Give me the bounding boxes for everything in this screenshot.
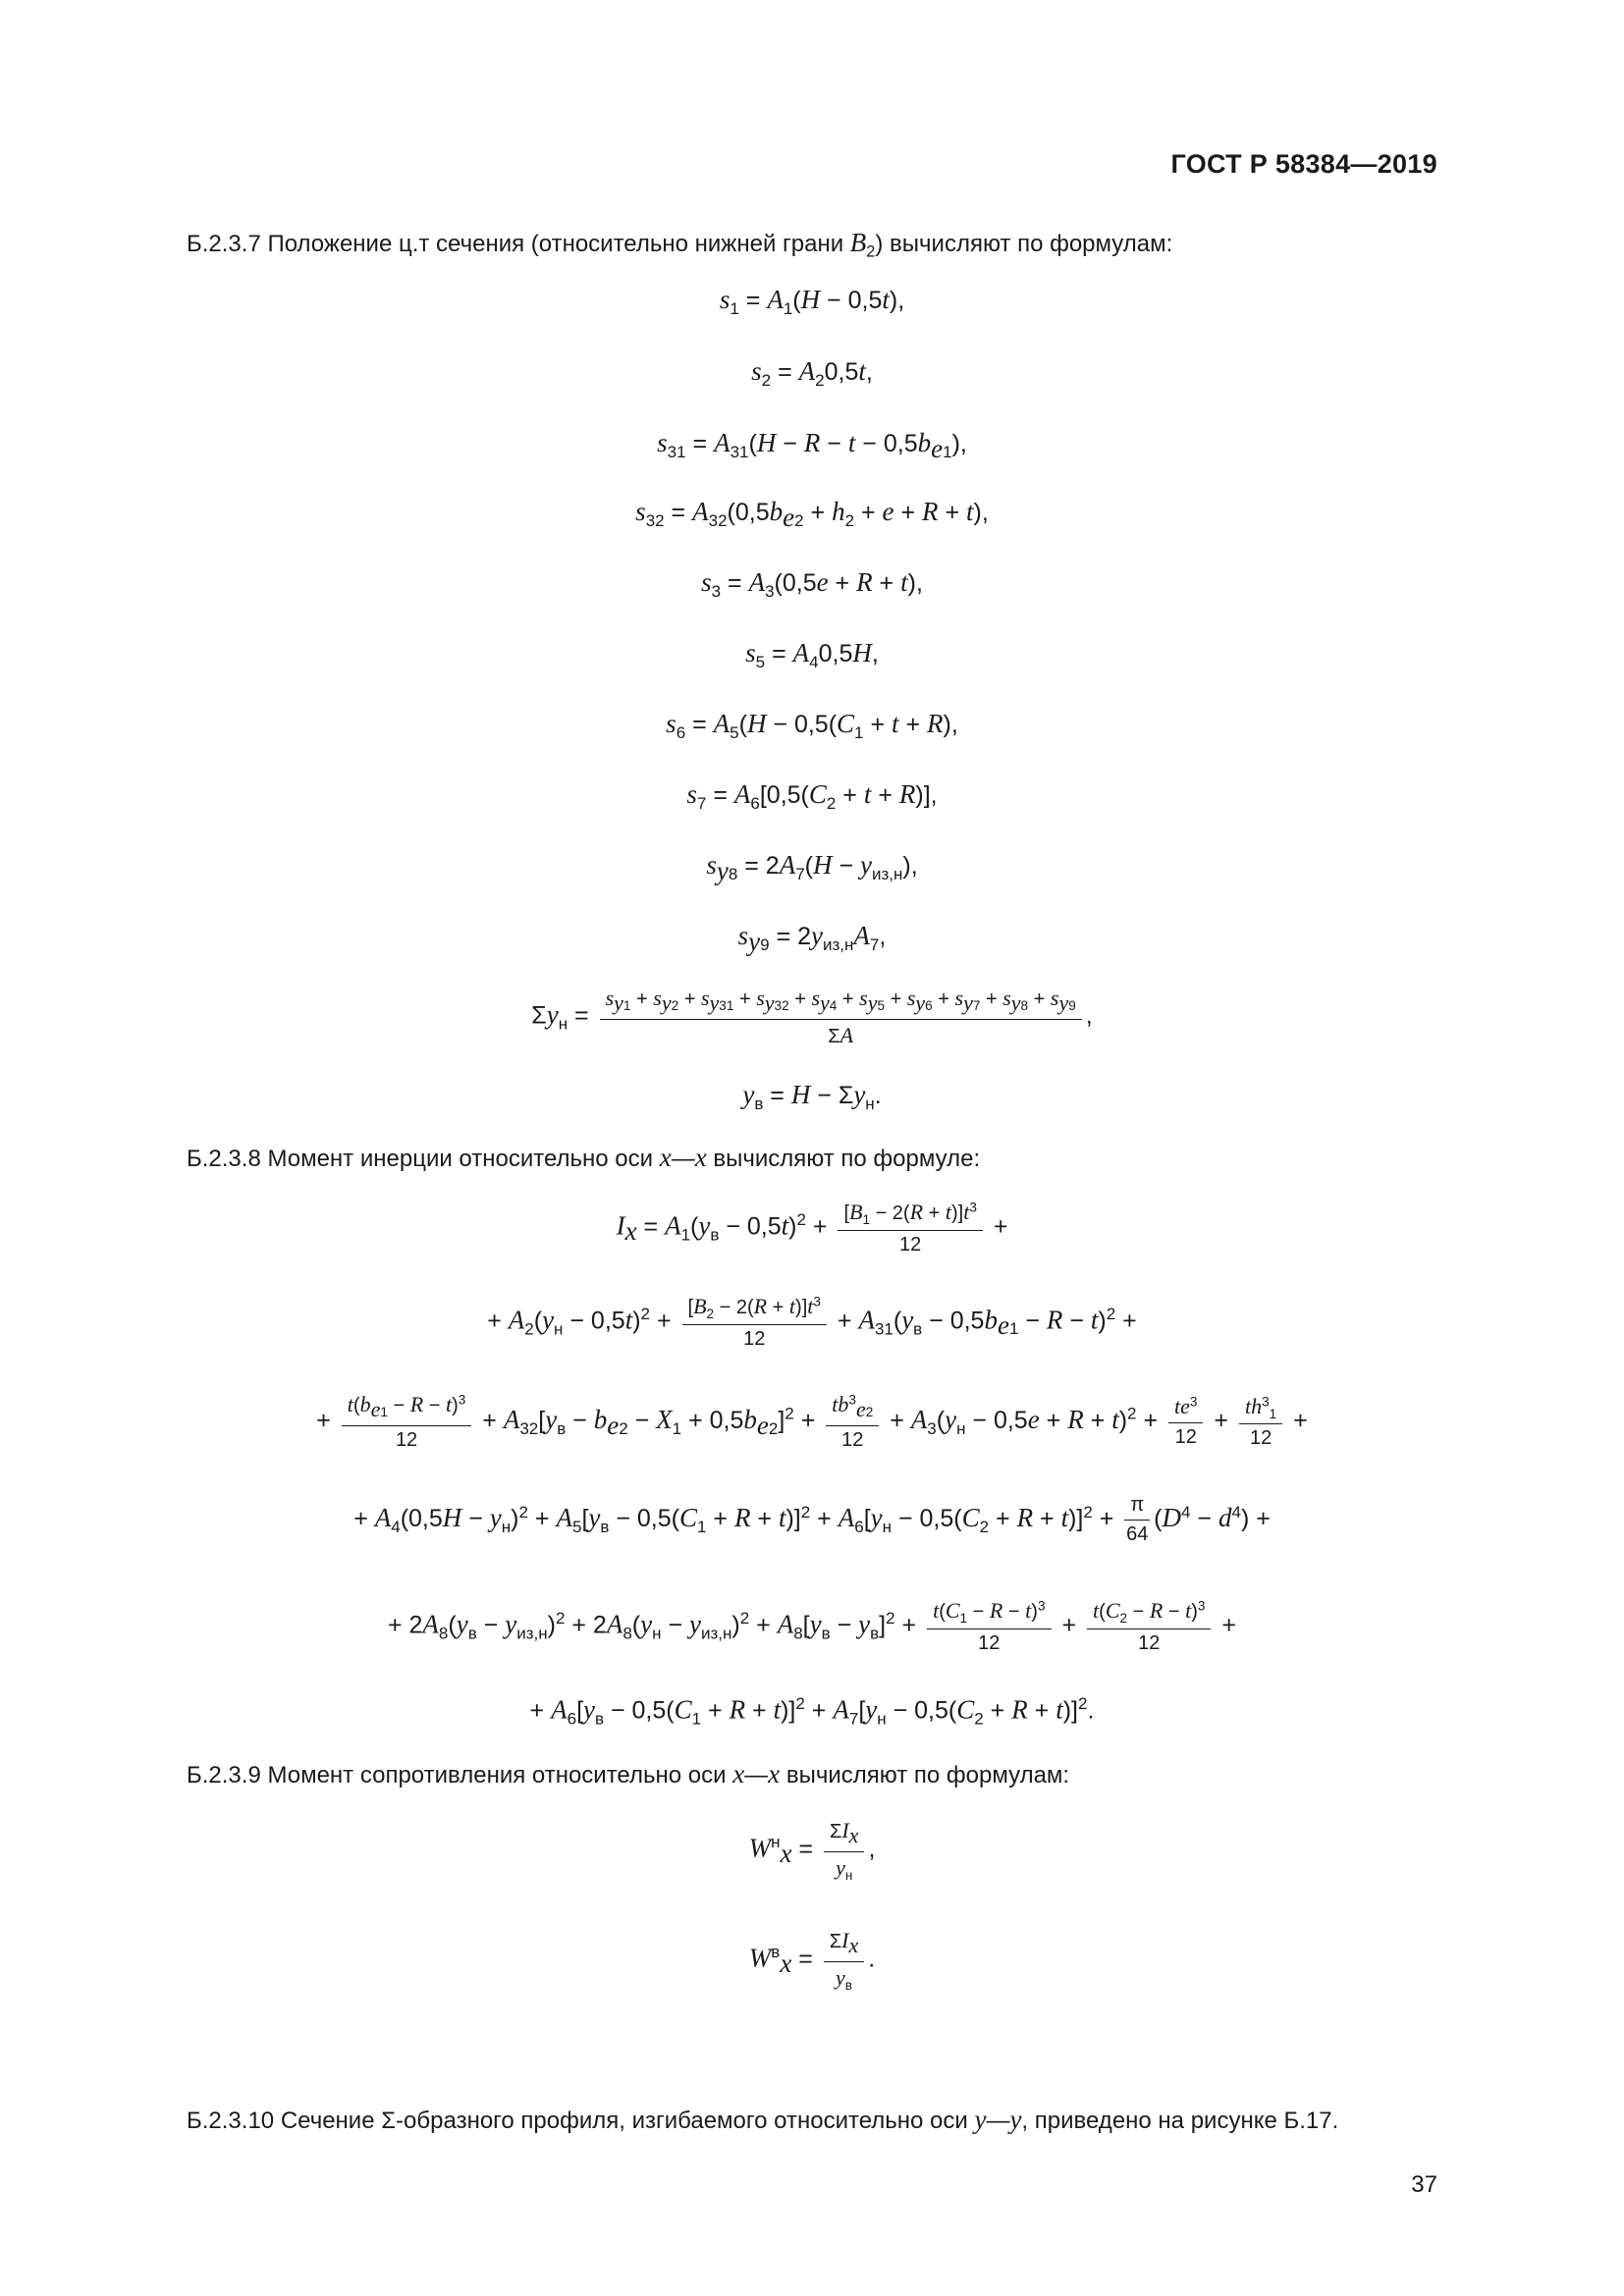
- formula-ix-line4: + $A_4(0,5H - y_н)^2 + A_5[y_в - 0,5(C_1 + R + t)]^2 + A_6[y_н - 0,5(C_2 + R + t)]^2$ + $\frac{\pi}{64}$ $(D^4 - d^4)$ +: [353, 1494, 1271, 1545]
- paragraph-b238: Б.2.3.8 Момент инерции относительно оси x—x вычисляют по формуле:: [187, 1143, 981, 1172]
- formula-ix-line2: + $A_2(y_н - 0,5t)^2$ + $\frac{[B_2 - 2(R + t)]t^3}{12}$ + $A_{31}(y_в - 0,5b_{e1} - R - t)^2$ +: [487, 1294, 1137, 1350]
- formula-s5: $s_5 = A_40,5H$,: [745, 638, 879, 671]
- formula-s2: $s_2 = A_20,5t$,: [751, 356, 873, 390]
- formula-wx-n: $W^н_x$ = $\frac{\Sigma I_x}{y_н}$ ,: [748, 1818, 876, 1883]
- formula-s1: $s_1 = A_1(H - 0,5t)$,: [719, 285, 905, 318]
- formula-ix-line1: $I_x = A_1(y_в - 0,5t)^2$ + $\frac{[B_1 - 2(R + t)]t^3}{12}$ +: [616, 1200, 1008, 1255]
- paragraph-b237: Б.2.3.7 Положение ц.т сечения (относительно нижней грани $B_2$) вычисляют по формулам:: [187, 228, 1173, 261]
- document-id-header: ГОСТ Р 58384—2019: [1170, 149, 1437, 179]
- formula-wx-v: $W^в_x$ = $\frac{\Sigma I_x}{y_в}$ .: [748, 1928, 876, 1993]
- formula-s7: $s_7 = A_6[0,5(C_2 + t + R)]$,: [686, 779, 938, 813]
- formula-yv: $y_в = H - \Sigma y_н$.: [742, 1080, 882, 1113]
- formula-s3: $s_3 = A_3(0,5e + R + t)$,: [701, 567, 923, 601]
- formula-ix-line6: + $A_6[y_в - 0,5(C_1 + R + t)]^2 + A_7[y_н - 0,5(C_2 + R + t)]^2$.: [529, 1694, 1095, 1729]
- formula-ix-line3: + $\frac{t(b_{e1} - R - t)^3}{12}$ + $A_{32}[y_в - b_{e2} - X_1 + 0,5b_{e2}]^2$ + $\frac{tb^3_{e2}}{12}$ + $A_3(y_н - 0,5e + R + t)^2$ + $\frac{te^3}{12}$ + $\frac{th^3_1}{12}$ +: [316, 1392, 1308, 1451]
- formula-s6: $s_6 = A_5(H - 0,5(C_1 + t + R)$,: [666, 709, 958, 742]
- formula-s31: $s_{31} = A_{31}(H - R - t - 0,5b_{e1})$,: [657, 428, 967, 463]
- formula-sy9: $s_{y9} = 2y_{из,н}A_7$,: [737, 921, 887, 956]
- formula-sy8: $s_{y8} = 2A_7(H - y_{из,н})$,: [706, 850, 918, 885]
- formula-s32: $s_{32} = A_{32}(0,5b_{e2} + h_2 + e + R + t)$,: [635, 497, 989, 532]
- formula-sum-yn: $\Sigma y_н$ = $\frac{s_{y1} + s_{y2} + s_{y31} + s_{y32} + s_{y4} + s_{y5} + s_{y6} + s_{y7} + s_{y8} + s_{y9}}{\Sigma A}$ ,: [531, 986, 1093, 1047]
- paragraph-b239: Б.2.3.9 Момент сопротивления относительно оси x—x вычисляют по формулам:: [187, 1759, 1070, 1789]
- paragraph-b2310: Б.2.3.10 Сечение Σ-образного профиля, изгибаемого относительно оси y—y, приведено на рисунке Б.17.: [187, 2105, 1339, 2134]
- formula-ix-line5: + $2A_8(y_в - y_{из,н})^2 + 2A_8(y_н - y_{из,н})^2 + A_8[y_в - y_в]^2$ + $\frac{t(C_1 - R - t)^3}{12}$ + $\frac{t(C_2 - R - t)^3}{12}$ +: [387, 1598, 1237, 1654]
- page-number: 37: [1411, 2171, 1437, 2198]
